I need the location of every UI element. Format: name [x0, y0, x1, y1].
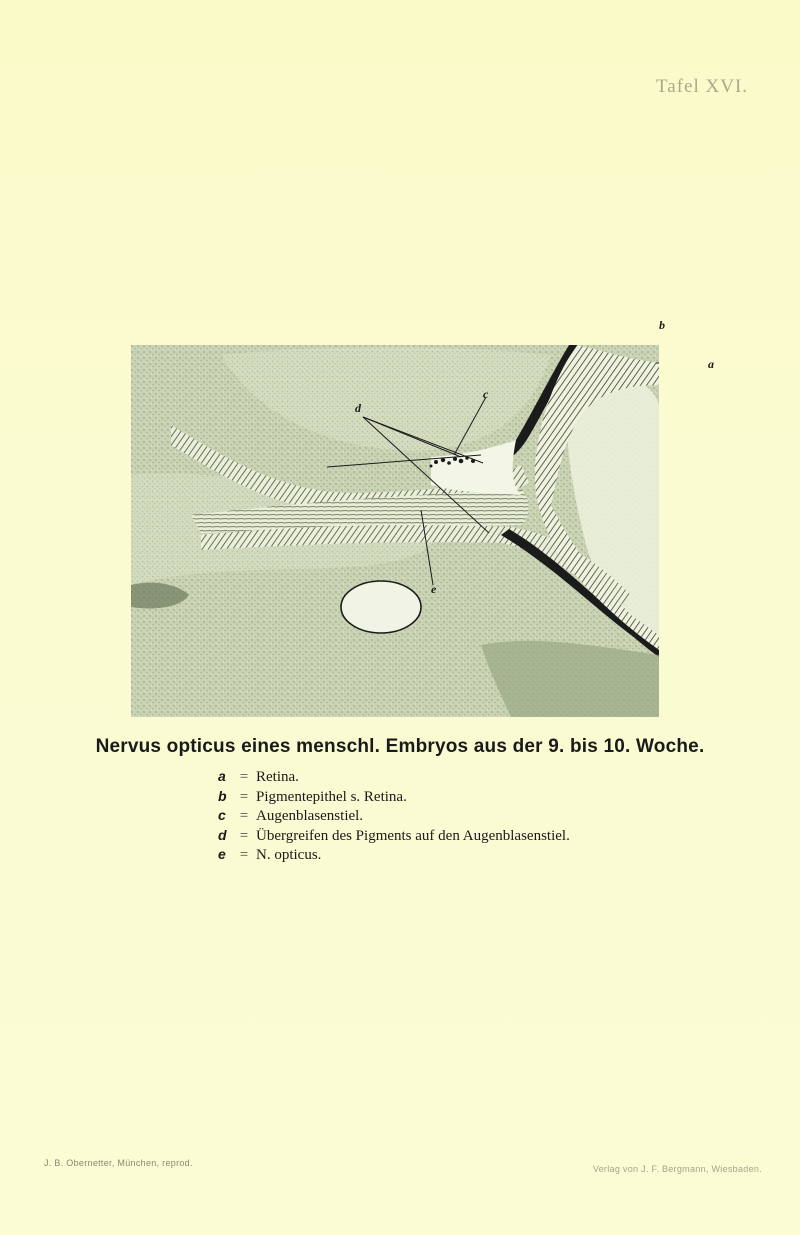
figure-legend	[218, 768, 638, 866]
legend-equals: =	[239, 827, 249, 844]
legend-item	[218, 827, 638, 847]
marker-b: b	[659, 318, 665, 332]
legend-text: Retina.	[256, 769, 299, 785]
legend-text: Übergreifen des Pigments auf den Augenblasenstiel.	[256, 827, 570, 844]
legend-key: c	[218, 807, 226, 823]
legend-text: N. opticus.	[256, 847, 322, 863]
plate-label: Tafel XVI.	[656, 76, 749, 97]
legend-item	[218, 788, 638, 808]
legend-item	[218, 807, 638, 827]
legend-key: e	[218, 846, 226, 862]
legend-item	[218, 846, 638, 866]
printer-credit: J. B. Obernetter, München, reprod.	[44, 1158, 193, 1168]
histology-figure	[131, 318, 714, 717]
marker-e: e	[431, 582, 437, 596]
legend-key: b	[218, 787, 227, 804]
legend-key: d	[218, 826, 227, 843]
legend-equals: =	[239, 769, 249, 785]
marker-a: a	[708, 357, 714, 371]
legend-key: a	[218, 768, 226, 784]
legend-text: Pigmentepithel s. Retina.	[256, 788, 407, 805]
legend-item	[218, 768, 638, 788]
marker-c: c	[483, 387, 489, 401]
legend-equals: =	[239, 847, 249, 863]
figure-caption-title: Nervus opticus eines menschl. Embryos aus der 9. bis 10. Woche.	[95, 736, 705, 757]
marker-d: d	[355, 401, 361, 415]
legend-equals: =	[239, 808, 249, 824]
publisher-credit: Verlag von J. F. Bergmann, Wiesbaden.	[592, 1164, 762, 1174]
vessel-oval	[341, 581, 421, 633]
legend-equals: =	[239, 788, 249, 805]
legend-text: Augenblasenstiel.	[256, 808, 364, 824]
histology-illustration	[131, 345, 659, 717]
